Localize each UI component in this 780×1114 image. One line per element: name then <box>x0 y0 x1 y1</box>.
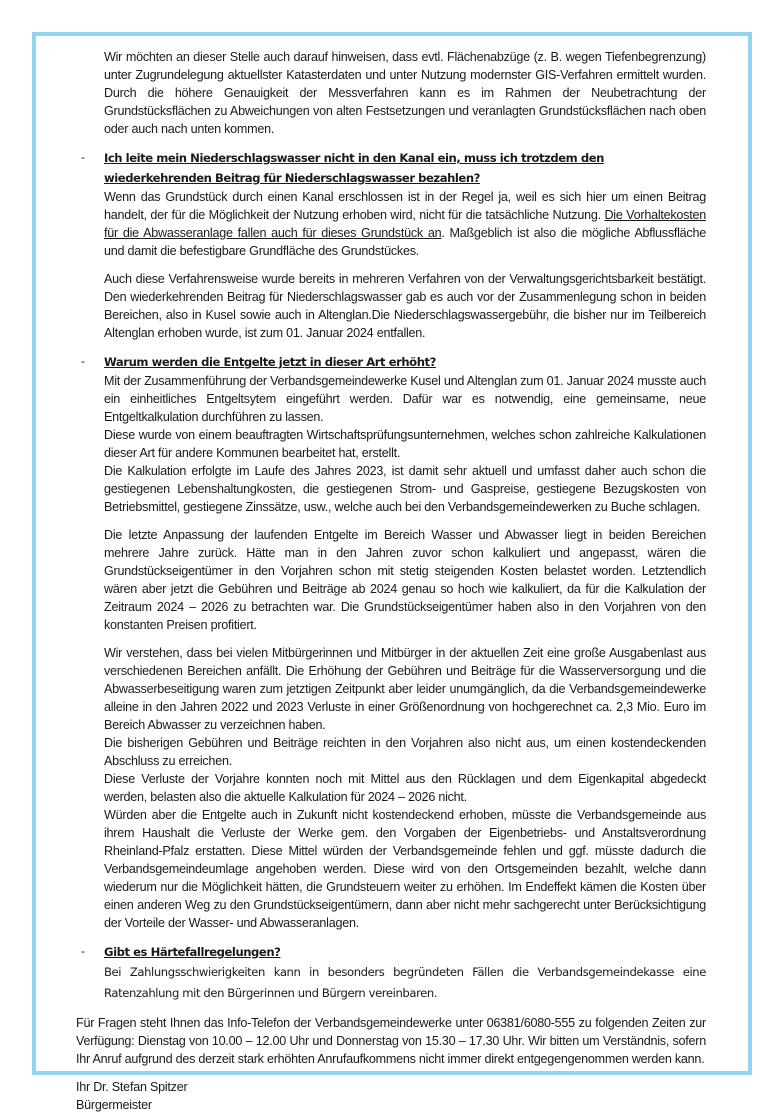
faq-section-rainwater <box>76 148 706 342</box>
text-run: Wenn das Grundstück durch einen Kanal erschlossen ist in der Regel ja, weil es sich hier um einen Beitrag handelt, der für die Möglichkeit der Nutzung erhoben wird, nicht für die tatsächliche Nutzung. <box>104 190 706 222</box>
signature-title: Bürgermeister <box>76 1098 152 1112</box>
intro-paragraph: Wir möchten an dieser Stelle auch darauf hinweisen, dass evtl. Flächenabzüge (z. B. wegen Tiefenbegrenzung) unter Zugrundelegung aktuellster Katasterdaten und unter Nutzung modernster GIS-Verfahren ermittelt wurden. Durch die höhere Genauigkeit der Messverfahren kann es im Rahmen der Neubetrachtung der Grundstücksflächen zu Abweichungen von alten Festsetzungen und veranlagten Grundstücksflächen nach oben oder auch nach unten kommen. <box>104 50 706 136</box>
spacer <box>76 342 706 352</box>
faq-answer-paragraph: Die bisherigen Gebühren und Beiträge reichten in den Vorjahren also nicht aus, um einen kostendeckenden Abschluss zu erreichen. <box>104 736 706 768</box>
spacer <box>104 260 706 270</box>
faq-answer-hardship: Bei Zahlungsschwierigkeiten kann in besonders begründeten Fällen die Verbandsgemeindekasse eine Ratenzahlung mit den Bürgerinnen und Bürgern vereinbaren. <box>104 965 706 1000</box>
spacer <box>104 634 706 644</box>
spacer <box>76 1068 706 1078</box>
spacer <box>76 932 706 942</box>
faq-heading-rainwater: Ich leite mein Niederschlagswasser nicht in den Kanal ein, muss ich trotzdem den wiederkehrenden Beitrag für Niederschlagswasser bezahlen? <box>104 151 604 185</box>
signature-name: Ihr Dr. Stefan Spitzer <box>76 1080 188 1094</box>
faq-answer-rainwater-p2: Auch diese Verfahrensweise wurde bereits in mehreren Verfahren von der Verwaltungsgerichtsbarkeit bestätigt. Den wiederkehrenden Beitrag für Niederschlagswasser gab es auch vor der Zusammenlegung schon in beiden Bereichen, also in Kusel sowie auch in Altenglan.Die Niederschlagswassergebühr, die bisher nur im Teilbereich Altenglan erhoben wurde, ist zum 01. Januar 2024 entfallen. <box>104 272 706 340</box>
faq-answer-paragraph: Die Kalkulation erfolgte im Laufe des Jahres 2023, ist damit sehr aktuell und umfasst daher auch schon die gestiegenen Lebenshaltungkosten, die gestiegenen Strom- und Gaspreise, gestiegene Bezugskosten von Betriebsmittel, gestiegene Zinssätze, usw., welche auch bei den Verbandsgemeindewerken zu Buche schlagen. <box>104 464 706 514</box>
faq-section-hardship <box>76 942 706 1004</box>
bullet-dash: - <box>81 150 85 164</box>
underlined-text-run: Die Vorhaltekosten für die Abwasseranlage fallen auch für dieses Grundstück an <box>104 208 706 240</box>
faq-answer-paragraph: Mit der Zusammenführung der Verbandsgemeindewerke Kusel und Altenglan zum 01. Januar 2024 musste auch ein einheitliches Entgeltsytem eingeführt werden. Dafür war es notwendig, eine gemeinsame, neue Entgeltkalkulation durchführen zu lassen. <box>104 374 706 424</box>
spacer <box>104 516 706 526</box>
contact-paragraph: Für Fragen steht Ihnen das Info-Telefon der Verbandsgemeindewerke unter 06381/6080-555 zu folgenden Zeiten zur Verfügung: Dienstag von 10.00 – 12.00 Uhr und Donnerstag von 15.30 – 17.30 Uhr. Wir bitten um Verständnis, sofern Ihr Anruf aufgrund des derzeit stark erhöhten Anrufaufkommens nicht immer direkt entgegengenommen werden kann. <box>76 1016 706 1066</box>
faq-answer-paragraph: Die letzte Anpassung der laufenden Entgelte im Bereich Wasser und Abwasser liegt in beiden Bereichen mehrere Jahre zurück. Hätte man in den Jahren zuvor schon kalkuliert und angepasst, wären die Grundstückseigentümer in den Vorjahren schon mit stetig steigenden Kosten belastet worden. Letztendlich wären aber jetzt die Gebühren und Beiträge ab 2024 genau so hoch wie kalkuliert, da für die Kalkulation der Zeitraum 2024 – 2026 zu betrachten war. Die Grundstückseigentümer haben also in den Vorjahren von den konstanten Preisen profitiert. <box>104 528 706 632</box>
spacer <box>76 138 706 148</box>
faq-answer-rainwater-p1 <box>104 188 706 260</box>
faq-heading-hardship: Gibt es Härtefallregelungen? <box>104 945 281 959</box>
faq-answer-paragraph: Wir verstehen, dass bei vielen Mitbürgerinnen und Mitbürger in der aktuellen Zeit eine große Ausgabenlast aus verschiedenen Bereichen anfällt. Die Erhöhung der Gebühren und Beiträge für die Wasserversorgung und die Abwasserbeseitigung waren zum jetztigen Zeitpunkt aber leider unumgänglich, da die Verbandsgemeindewerke alleine in den Jahren 2022 und 2023 Verluste in einer Größenordnung von hochgerechnet ca. 2,3 Mio. Euro im Bereich Abwasser zu verzeichnen haben. <box>104 646 706 732</box>
text-run: . Maßgeblich ist also die mögliche Abflussfläche und damit die befestigbare Grundfläche des Grundstückes. <box>104 226 706 258</box>
bullet-dash: - <box>81 944 85 958</box>
faq-heading-price-increase: Warum werden die Entgelte jetzt in dieser Art erhöht? <box>104 355 436 369</box>
faq-section-price-increase <box>76 352 706 932</box>
letter-body <box>76 48 706 1114</box>
spacer <box>76 1004 706 1014</box>
faq-answer-paragraph: Diese wurde von einem beauftragten Wirtschaftsprüfungsunternehmen, welches schon zahlreiche Kalkulationen dieser Art für andere Kommunen bearbeitet hat, erstellt. <box>104 428 706 460</box>
faq-answer-paragraph: Würden aber die Entgelte auch in Zukunft nicht kostendeckend erhoben, müsste die Verbandsgemeinde aus ihrem Haushalt die Verluste der Werke gem. den Vorgaben der Eigenbetriebs- und Anstaltsverordnung Rheinland-Pfalz erstatten. Diese Mittel würden der Verbandsgemeinde fehlen und ggf. müsste dadurch die Verbandsgemeindeumlage angehoben werden. Diese wird von den Ortsgemeinden bezahlt, welche dann wiederum nur die Möglichkeit hätten, die Grundsteuern weiter zu erhöhen. Im Endeffekt kämen die Kosten über einen anderen Weg zu den Grundstückseigentümern, dann aber nicht mehr sachgerecht unter Berücksichtigung der Vorteile der Wasser- und Abwasseranlagen. <box>104 808 706 930</box>
bullet-dash: - <box>81 354 85 368</box>
faq-answer-paragraph: Diese Verluste der Vorjahre konnten noch mit Mittel aus den Rücklagen und dem Eigenkapital abgedeckt werden, belasten also die aktuelle Kalkulation für 2024 – 2026 nicht. <box>104 772 706 804</box>
